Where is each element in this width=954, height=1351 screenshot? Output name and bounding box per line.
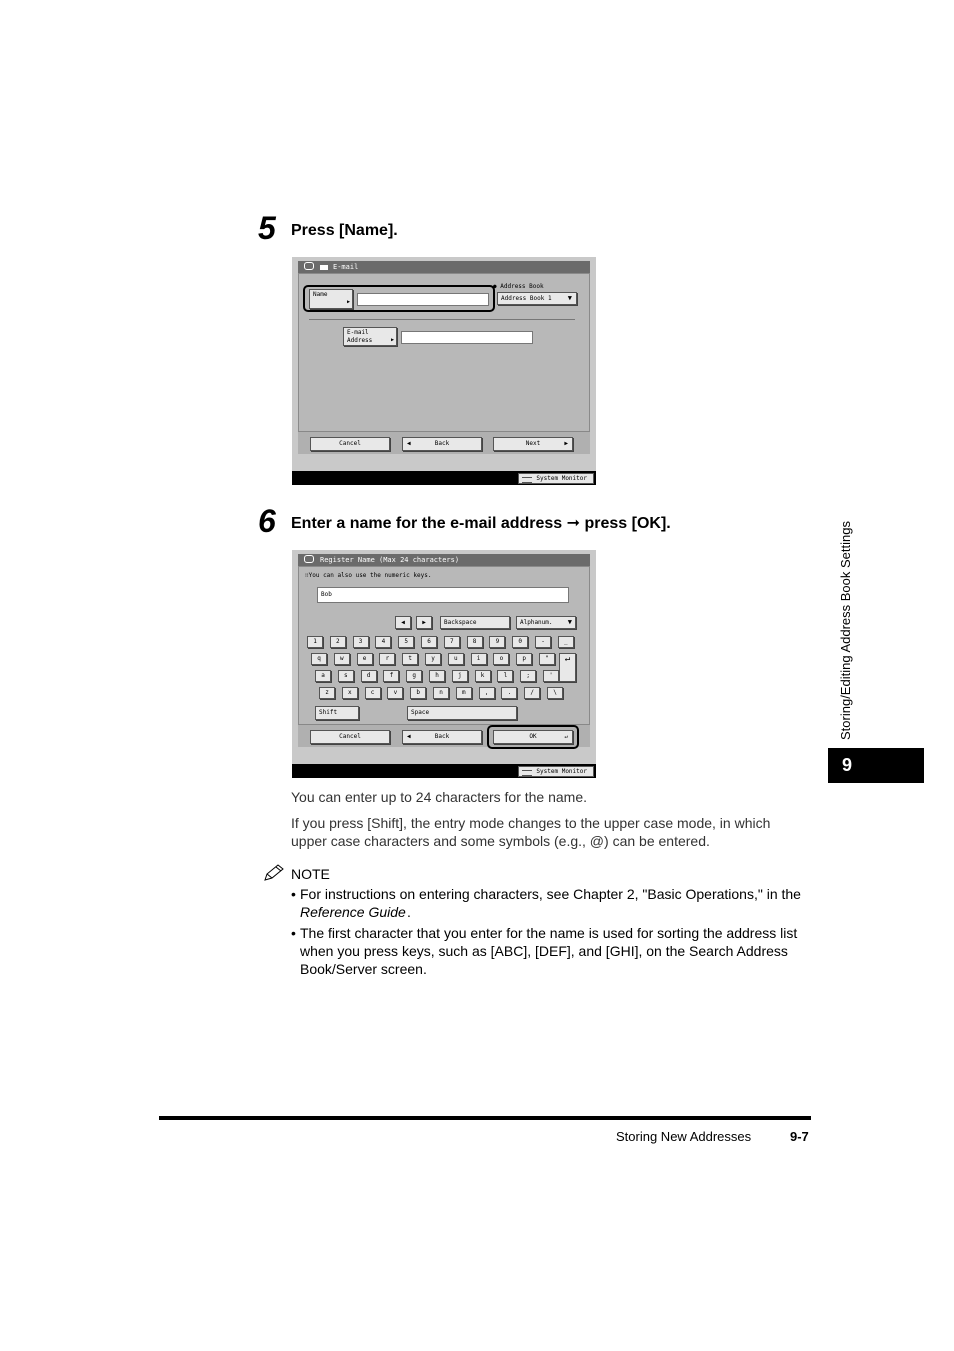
paragraph-shift-line2: upper case characters and some symbols (e.g., @) can be entered. xyxy=(291,833,710,849)
backspace-button[interactable]: Backspace xyxy=(440,616,510,629)
bullet-icon: • xyxy=(291,886,296,902)
email-address-button[interactable]: E-mail Address ▶ xyxy=(343,327,397,346)
chapter-side-label: Storing/Editing Address Book Settings xyxy=(838,521,853,740)
chapter-tab: 9 xyxy=(828,748,924,783)
key-2-9[interactable]: o xyxy=(493,653,509,665)
next-button[interactable]: Next ▶ xyxy=(493,437,573,451)
monitor-icon xyxy=(522,477,532,483)
cancel-button[interactable]: Cancel xyxy=(310,437,390,451)
key-1-1[interactable]: 1 xyxy=(307,636,323,648)
key-2-10[interactable]: p xyxy=(516,653,532,665)
arrow-right-icon: ▶ xyxy=(564,440,568,447)
monitor-icon xyxy=(522,770,532,776)
arrow-left-icon: ◀ xyxy=(407,733,411,740)
footer-section: Storing New Addresses xyxy=(616,1129,752,1144)
shift-button[interactable]: Shift xyxy=(315,706,359,720)
key-1-11[interactable]: - xyxy=(535,636,551,648)
key-3-3[interactable]: d xyxy=(361,670,377,682)
key-4-8[interactable]: , xyxy=(479,687,495,699)
chevron-down-icon: ▼ xyxy=(567,294,572,302)
address-book-label: ● Address Book xyxy=(493,283,544,290)
paragraph-max-characters: You can enter up to 24 characters for the name. xyxy=(291,789,588,805)
space-button[interactable]: Space xyxy=(407,706,517,720)
pencil-icon xyxy=(262,863,286,883)
key-4-1[interactable]: z xyxy=(319,687,335,699)
bullet-icon: ● xyxy=(493,283,497,290)
arrow-left-icon: ◀ xyxy=(407,440,411,447)
address-book-select[interactable]: Address Book 1 ▼ xyxy=(497,292,577,305)
email-address-field[interactable] xyxy=(401,331,533,344)
key-4-4[interactable]: v xyxy=(387,687,403,699)
key-2-1[interactable]: q xyxy=(311,653,327,665)
divider xyxy=(309,319,575,320)
key-1-12[interactable]: _ xyxy=(558,636,574,648)
hint-text: ∷You can also use the numeric keys. xyxy=(305,572,432,579)
footer-rule xyxy=(159,1116,811,1120)
envelope-icon xyxy=(320,265,328,270)
key-4-6[interactable]: n xyxy=(433,687,449,699)
back-button[interactable]: ◀ Back xyxy=(402,437,482,451)
key-4-5[interactable]: b xyxy=(410,687,426,699)
key-1-6[interactable]: 6 xyxy=(421,636,437,648)
system-monitor-button[interactable]: System Monitor xyxy=(518,473,594,484)
cursor-right-button[interactable] xyxy=(416,616,432,629)
arrow-right-icon: ▶ xyxy=(422,619,426,626)
key-4-9[interactable]: . xyxy=(501,687,517,699)
email-screen-titlebar: E-mail xyxy=(298,261,590,273)
key-3-7[interactable]: j xyxy=(452,670,468,682)
highlight-name xyxy=(303,285,495,312)
system-monitor-button[interactable]: System Monitor xyxy=(518,766,594,777)
back-button[interactable]: ◀ Back xyxy=(402,730,482,744)
name-button[interactable]: Name ▶ xyxy=(309,289,353,309)
note-label: NOTE xyxy=(291,866,330,882)
chevron-down-icon: ▼ xyxy=(567,618,572,626)
key-2-11[interactable]: " xyxy=(539,653,555,665)
key-3-11[interactable]: ' xyxy=(543,670,559,682)
key-3-8[interactable]: k xyxy=(475,670,491,682)
key-3-6[interactable]: h xyxy=(429,670,445,682)
keypad-icon: ∷ xyxy=(305,572,309,579)
key-3-1[interactable]: a xyxy=(315,670,331,682)
key-1-3[interactable]: 3 xyxy=(353,636,369,648)
step-5-number: 5 xyxy=(258,210,276,246)
key-2-4[interactable]: r xyxy=(379,653,395,665)
key-3-10[interactable]: ; xyxy=(520,670,536,682)
arrow-left-icon: ◀ xyxy=(401,619,405,626)
gear-icon xyxy=(304,262,314,270)
arrow-right-icon: ▶ xyxy=(346,299,350,305)
mode-select[interactable]: Alphanum. ▼ xyxy=(516,616,576,629)
key-4-7[interactable]: m xyxy=(456,687,472,699)
key-1-8[interactable]: 8 xyxy=(467,636,483,648)
key-2-8[interactable]: i xyxy=(471,653,487,665)
cancel-button[interactable]: Cancel xyxy=(310,730,390,744)
key-2-7[interactable]: u xyxy=(448,653,464,665)
step-5-title: Press [Name]. xyxy=(291,222,398,239)
register-name-screen xyxy=(292,550,596,778)
enter-icon: ↵ xyxy=(564,654,571,664)
key-2-3[interactable]: e xyxy=(357,653,373,665)
footer-page-number: 9-7 xyxy=(790,1129,809,1144)
arrow-right-icon: ▶ xyxy=(390,337,394,343)
step-6-title: Enter a name for the e-mail address ➞ press [OK]. xyxy=(291,515,671,532)
cursor-left-button[interactable] xyxy=(395,616,411,629)
key-2-6[interactable]: y xyxy=(425,653,441,665)
key-3-4[interactable]: f xyxy=(383,670,399,682)
key-2-5[interactable]: t xyxy=(402,653,418,665)
key-4-3[interactable]: c xyxy=(365,687,381,699)
key-1-10[interactable]: 0 xyxy=(512,636,528,648)
email-screen xyxy=(292,257,596,485)
register-name-titlebar: Register Name (Max 24 characters) xyxy=(298,554,590,566)
gear-icon xyxy=(304,555,314,563)
key-1-2[interactable]: 2 xyxy=(330,636,346,648)
key-1-4[interactable]: 4 xyxy=(375,636,391,648)
key-1-9[interactable]: 9 xyxy=(489,636,505,648)
key-1-5[interactable]: 5 xyxy=(398,636,414,648)
key-1-7[interactable]: 7 xyxy=(444,636,460,648)
enter-key[interactable] xyxy=(559,653,576,682)
highlight-ok xyxy=(487,725,579,749)
name-input[interactable]: Bob xyxy=(317,587,569,603)
bullet-icon: • xyxy=(291,925,296,941)
step-6-number: 6 xyxy=(258,503,276,539)
key-2-2[interactable]: w xyxy=(334,653,350,665)
key-3-9[interactable]: l xyxy=(497,670,513,682)
key-3-5[interactable]: g xyxy=(406,670,422,682)
key-4-2[interactable]: x xyxy=(342,687,358,699)
ok-button[interactable]: OK ↵ xyxy=(493,730,573,744)
paragraph-shift-line1: If you press [Shift], the entry mode changes to the upper case mode, in which xyxy=(291,815,771,831)
enter-icon: ↵ xyxy=(564,733,568,740)
key-3-2[interactable]: s xyxy=(338,670,354,682)
key-4-11[interactable]: \ xyxy=(547,687,563,699)
key-4-10[interactable]: / xyxy=(524,687,540,699)
